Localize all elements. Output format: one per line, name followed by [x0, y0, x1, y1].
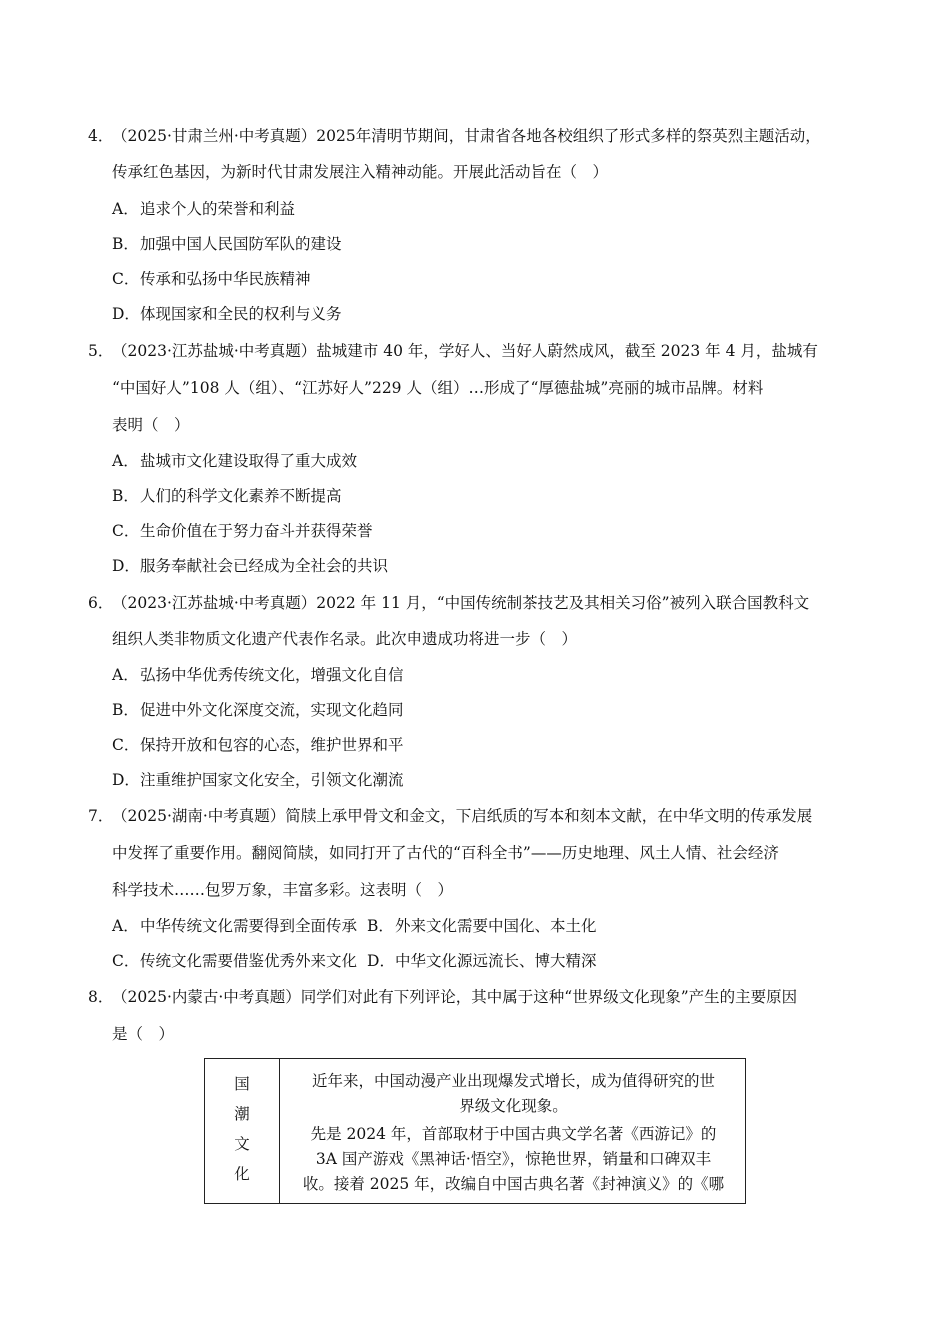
option-a[interactable] — [112, 916, 357, 936]
label-char: 潮 — [234, 1105, 250, 1123]
option-letter: C． — [112, 522, 140, 540]
material-label — [205, 1059, 280, 1204]
option-letter: D． — [112, 771, 140, 789]
option-row — [112, 916, 597, 936]
option-b[interactable] — [112, 700, 404, 720]
material-line: 收。接着 2025 年，改编自中国古典名著《封神演义》的《哪 — [302, 1175, 725, 1193]
option-text: 生命价值在于努力奋斗并获得荣誉 — [140, 522, 373, 540]
option-letter: B． — [112, 487, 139, 505]
material-content — [280, 1059, 746, 1204]
question-stem-line — [88, 126, 870, 146]
option-row — [112, 951, 597, 971]
option-letter: C． — [112, 270, 140, 288]
option-c[interactable] — [112, 735, 404, 755]
option-c[interactable] — [112, 951, 357, 971]
option-text: 服务奉献社会已经成为全社会的共识 — [140, 557, 389, 575]
option-text: 追求个人的荣誉和利益 — [140, 200, 296, 218]
question-text: （2025·湖南·中考真题）简牍上承甲骨文和金文，下启纸质的写本和刻本文献，在中华文明的传承发展 — [112, 807, 813, 825]
material-paragraph-1 — [294, 1069, 733, 1119]
option-text: 盐城市文化建设取得了重大成效 — [140, 452, 358, 470]
option-letter: D． — [112, 557, 140, 575]
material-paragraph-2 — [294, 1122, 733, 1197]
option-text: 外来文化需要中国化、本土化 — [395, 917, 597, 935]
question-stem-line — [88, 806, 870, 826]
question-text: 是（ ） — [112, 1025, 175, 1043]
question-text: （2025·甘肃兰州·中考真题）2025年清明节期间，甘肃省各地各校组织了形式多样的祭英烈主题活动， — [112, 127, 821, 145]
option-c[interactable] — [112, 269, 311, 289]
option-a[interactable] — [112, 451, 357, 471]
label-char: 国 — [234, 1075, 250, 1093]
option-b[interactable] — [367, 916, 597, 936]
option-letter: B． — [112, 235, 139, 253]
question-number: 5． — [88, 342, 114, 360]
option-letter: C． — [112, 736, 140, 754]
material-line: 3A 国产游戏《黑神话·悟空》，惊艳世界，销量和口碑双丰 — [315, 1150, 712, 1168]
question-number: 8． — [88, 988, 114, 1006]
option-text: 促进中外文化深度交流，实现文化趋同 — [140, 701, 404, 719]
material-line: 先是 2024 年，首部取材于中国古典文学名著《西游记》的 — [310, 1125, 717, 1143]
option-text: 人们的科学文化素养不断提高 — [140, 487, 342, 505]
question-number: 4． — [88, 127, 114, 145]
question-text: 表明（ ） — [112, 416, 190, 434]
option-letter: C． — [112, 952, 140, 970]
option-text: 体现国家和全民的权利与义务 — [140, 305, 342, 323]
option-letter: A． — [112, 452, 139, 470]
option-text: 中华传统文化需要得到全面传承 — [140, 917, 358, 935]
option-text: 加强中国人民国防军队的建设 — [140, 235, 342, 253]
question-number: 6． — [88, 594, 114, 612]
option-letter: A． — [112, 200, 139, 218]
option-text: 弘扬中华优秀传统文化，增强文化自信 — [140, 666, 404, 684]
question-text: （2023·江苏盐城·中考真题）2022 年 11 月，“中国传统制茶技艺及其相关习俗”被列入联合国教科文 — [112, 594, 810, 612]
option-text: 注重维护国家文化安全，引领文化潮流 — [140, 771, 404, 789]
question-text: 组织人类非物质文化遗产代表作名录。此次申遗成功将进一步（ ） — [112, 630, 578, 648]
option-text: 保持开放和包容的心态，维护世界和平 — [140, 736, 404, 754]
question-stem-line — [88, 987, 870, 1007]
material-table — [204, 1058, 746, 1204]
option-letter: A． — [112, 666, 139, 684]
material-line: 近年来，中国动漫产业出现爆发式增长，成为值得研究的世 — [311, 1072, 715, 1090]
question-text: （2023·江苏盐城·中考真题）盐城建市 40 年，学好人、当好人蔚然成风，截至 2023 年 4 月，盐城有 — [112, 342, 818, 360]
question-stem-line — [88, 341, 870, 361]
question-number: 7． — [88, 807, 114, 825]
question-text: 传承红色基因，为新时代甘肃发展注入精神动能。开展此活动旨在（ ） — [112, 163, 609, 181]
question-text: “中国好人”108 人（组）、“江苏好人”229 人（组）…形成了“厚德盐城”亮丽的城市品牌。材料 — [112, 379, 764, 397]
label-char: 文 — [234, 1135, 250, 1153]
option-letter: D． — [367, 952, 395, 970]
option-letter: D． — [112, 305, 140, 323]
option-b[interactable] — [112, 234, 342, 254]
option-letter: B． — [367, 917, 394, 935]
option-c[interactable] — [112, 521, 373, 541]
option-text: 中华文化源远流长、博大精深 — [395, 952, 597, 970]
option-d[interactable] — [112, 770, 404, 790]
option-text: 传承和弘扬中华民族精神 — [140, 270, 311, 288]
option-letter: A． — [112, 917, 139, 935]
question-text: 中发挥了重要作用。翻阅简牍，如同打开了古代的“百科全书”——历史地理、风土人情、社会经济 — [112, 844, 779, 862]
option-a[interactable] — [112, 665, 404, 685]
option-letter: B． — [112, 701, 139, 719]
question-text: （2025·内蒙古·中考真题）同学们对此有下列评论，其中属于这种“世界级文化现象”产生的主要原因 — [112, 988, 798, 1006]
option-d[interactable] — [367, 951, 597, 971]
option-d[interactable] — [112, 556, 388, 576]
option-a[interactable] — [112, 199, 295, 219]
material-line: 界级文化现象。 — [459, 1097, 568, 1115]
label-char: 化 — [234, 1165, 250, 1183]
option-text: 传统文化需要借鉴优秀外来文化 — [140, 952, 358, 970]
question-text: 科学技术……包罗万象，丰富多彩。这表明（ ） — [112, 881, 454, 899]
option-b[interactable] — [112, 486, 342, 506]
option-d[interactable] — [112, 304, 342, 324]
question-stem-line — [88, 593, 870, 613]
